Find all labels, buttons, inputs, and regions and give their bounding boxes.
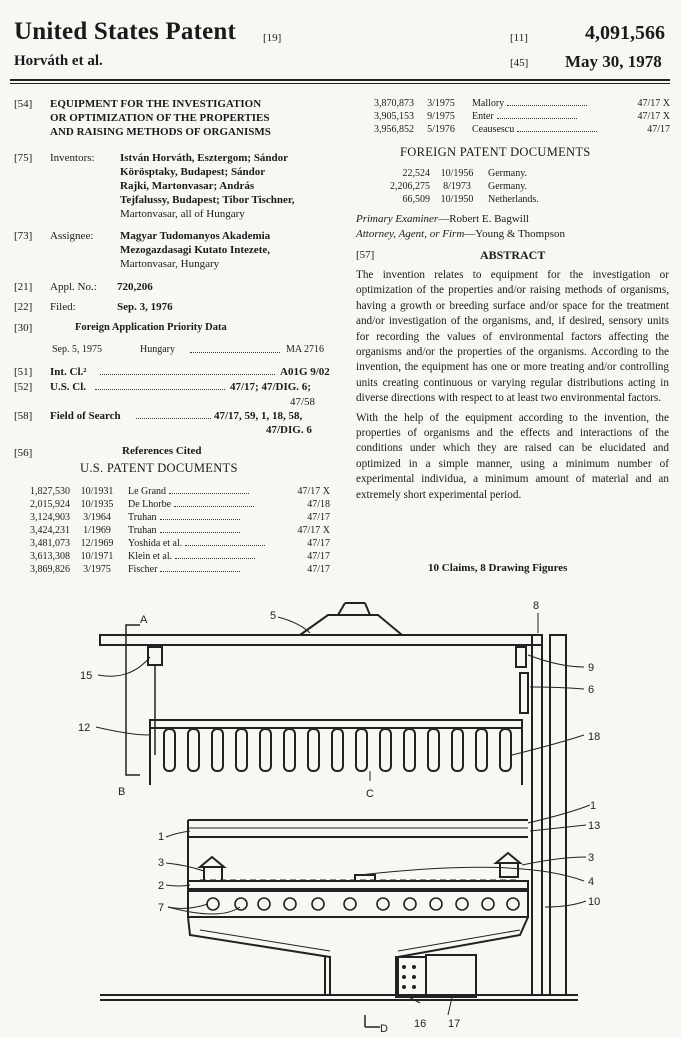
reference-num: 3,905,153 (374, 111, 414, 122)
filed-label: Filed: (50, 301, 76, 313)
title-line: OR OPTIMIZATION OF THE PROPERTIES (50, 112, 270, 124)
reference-date: 9/1975 (427, 111, 455, 122)
label-15: 15 (80, 670, 93, 682)
reference-name: Truhan (128, 512, 157, 523)
label-6: 6 (588, 684, 595, 696)
foreign-country: Germany. (488, 168, 528, 179)
reference-num: 3,124,903 (30, 512, 70, 523)
reference-num: 3,870,873 (374, 98, 414, 109)
priority-country: Hungary (140, 344, 175, 355)
filed-value: Sep. 3, 1976 (117, 301, 173, 313)
label-D: D (380, 1023, 388, 1035)
priority-number: MA 2716 (286, 344, 325, 355)
label-18: 18 (588, 731, 601, 743)
foreign-reference-row (378, 193, 578, 206)
inventors-short: Horváth et al. (14, 53, 103, 69)
title-line: AND RAISING METHODS OF ORGANISMS (50, 126, 271, 138)
leader-dots (136, 418, 211, 419)
abstract-paragraph: The invention relates to equipment for the investigation or optimization of the properties and/or raising methods of organisms, having a growth or breeding surface and/or space for the treatment and/or investigation of the organisms, and, if desired, sensory units for recording the values of environmental factors affecting the organisms and/or the properties of the organisms. According to the invention, the equipment has one or more treating and/or controlling units creating continuous or varying regular distributions acting in diverse directions with respect to at least two environmental factors. (356, 269, 669, 405)
reference-name: De Lhorbe (128, 499, 172, 510)
uscl-value-2: 47/58 (290, 396, 316, 408)
foreign-reference-row (378, 180, 578, 193)
label-1-right: 1 (590, 800, 597, 812)
appl-code: [21] (14, 281, 33, 293)
label-2: 2 (158, 880, 165, 892)
reference-cl: 47/17 (307, 512, 330, 523)
leader-dots (100, 374, 275, 375)
leader-dots (169, 485, 249, 494)
code-45: [45] (510, 57, 529, 69)
leader-dots (160, 524, 240, 533)
examiner-label: Primary Examiner (356, 213, 439, 225)
patent-drawing (0, 595, 681, 1038)
reference-cl: 47/17 (307, 564, 330, 575)
tray-frame-12 (150, 720, 522, 728)
refs-code: [56] (14, 447, 33, 459)
label-C: C (366, 788, 374, 800)
patent-office-title: United States Patent (14, 18, 237, 45)
foreign-date: 10/1956 (440, 168, 474, 179)
leader-dots (517, 123, 597, 132)
reference-cl: 47/17 (307, 538, 330, 549)
examiner-line (356, 212, 529, 226)
label-A: A (140, 614, 148, 626)
title-code: [54] (14, 98, 33, 110)
inventors-list (120, 151, 295, 221)
right-wall-8 (532, 635, 542, 995)
reference-name: Truhan (128, 525, 157, 536)
leader-dots (507, 97, 587, 106)
abstract-code: [57] (356, 249, 375, 261)
reference-cl: 47/17 (307, 551, 330, 562)
search-code: [58] (14, 410, 33, 422)
foreign-docs-heading: FOREIGN PATENT DOCUMENTS (400, 145, 591, 159)
reference-date: 10/1931 (80, 486, 114, 497)
reference-row (22, 524, 330, 537)
code-19: [19] (263, 32, 282, 44)
label-B: B (118, 786, 126, 798)
reference-row (22, 537, 330, 550)
refs-heading: References Cited (122, 445, 202, 457)
reference-cl: 47/17 X (297, 486, 330, 497)
label-13: 13 (588, 820, 601, 832)
reference-name: Le Grand (128, 486, 167, 497)
label-7: 7 (158, 902, 165, 914)
leader-dots (185, 537, 265, 546)
claims-count: 10 Claims, 8 Drawing Figures (428, 562, 568, 574)
leader-dots (160, 511, 240, 520)
uscl-value: 47/17; 47/DIG. 6; (230, 381, 311, 393)
reference-num: 2,015,924 (30, 499, 70, 510)
label-3-left: 3 (158, 857, 165, 869)
abstract-paragraph: With the help of the equipment according to the invention, the properties of organisms and the effects and interactions of the conditions under which they are raised can be elucidated and optimized in a simple manner, using a minimum number of experimental individua, a minimum amount of material and an extremely short experimental period. (356, 411, 669, 501)
inventors-label: Inventors: (50, 152, 95, 164)
search-value: 47/17, 59, 1, 18, 58, (214, 410, 303, 422)
foreign-country: Germany. (488, 181, 528, 192)
reference-date: 1/1969 (83, 525, 111, 536)
leader-dots (190, 352, 280, 353)
search-value-2: 47/DIG. 6 (266, 424, 312, 436)
assignee-label: Assignee: (50, 230, 94, 242)
leader-dots (95, 389, 225, 390)
inventor-line: Tejfalussy, Budapest; Tibor Tischner, (120, 194, 295, 206)
label-8: 8 (533, 600, 540, 612)
label-10: 10 (588, 896, 601, 908)
hood-5 (300, 615, 402, 635)
priority-code: [30] (14, 322, 33, 334)
hood-pipe (338, 603, 345, 615)
reference-name: Klein et al. (128, 551, 173, 562)
reference-cl: 47/18 (307, 499, 330, 510)
hanger-15 (148, 647, 162, 665)
reference-name: Enter (472, 111, 494, 122)
reference-name: Yoshida et al. (128, 538, 183, 549)
reference-cl: 47/17 (647, 124, 670, 135)
label-1-left: 1 (158, 831, 165, 843)
patent-number: 4,091,566 (585, 22, 665, 44)
reference-num: 3,869,826 (30, 564, 70, 575)
reference-num: 3,613,308 (30, 551, 70, 562)
inventors-code: [75] (14, 152, 33, 164)
filed-code: [22] (14, 301, 33, 313)
reference-row (22, 511, 330, 524)
foreign-num: 2,206,275 (390, 181, 430, 192)
assignee-list (120, 229, 270, 271)
label-17: 17 (448, 1018, 461, 1030)
reference-row (22, 563, 330, 576)
header-rule (10, 79, 670, 81)
uscl-label: U.S. Cl. (50, 381, 87, 393)
foreign-num: 66,509 (402, 194, 430, 205)
patent-date: May 30, 1978 (565, 52, 662, 71)
reference-name: Mallory (472, 98, 505, 109)
attorney-name: —Young & Thompson (464, 228, 566, 240)
reference-row (22, 485, 330, 498)
attorney-line (356, 227, 565, 241)
attorney-label: Attorney, Agent, or Firm (356, 228, 465, 240)
label-3-right: 3 (588, 852, 595, 864)
reference-row (366, 110, 670, 123)
assignee-line: Mezogazdasagi Kutato Intezete, (120, 244, 270, 256)
intcl-label: Int. Cl.² (50, 366, 87, 378)
abstract-text (356, 268, 669, 507)
intcl-value: A01G 9/02 (280, 366, 330, 378)
label-16: 16 (414, 1018, 427, 1030)
assignee-line: Magyar Tudomanyos Akademia (120, 230, 271, 242)
us-docs-heading: U.S. PATENT DOCUMENTS (80, 461, 238, 475)
appl-value: 720,206 (117, 281, 153, 293)
reference-num: 1,827,530 (30, 486, 70, 497)
reference-date: 12/1969 (80, 538, 114, 549)
priority-heading: Foreign Application Priority Data (75, 322, 227, 333)
examiner-name: —Robert E. Bagwill (438, 213, 529, 225)
abstract-heading: ABSTRACT (480, 248, 546, 262)
reference-date: 3/1975 (427, 98, 455, 109)
label-5: 5 (270, 610, 277, 622)
leader-dots (174, 498, 254, 507)
appl-label: Appl. No.: (50, 281, 97, 293)
foreign-date: 8/1973 (443, 181, 471, 192)
us-patent-table-cont (366, 97, 670, 136)
inventor-line: Körösptaky, Budapest; Sándor (120, 166, 266, 178)
foreign-num: 22,524 (402, 168, 430, 179)
assignee-line: Martonvasar, Hungary (120, 258, 220, 270)
reference-row (366, 97, 670, 110)
label-9: 9 (588, 662, 595, 674)
reference-date: 3/1975 (83, 564, 111, 575)
reference-num: 3,424,231 (30, 525, 70, 536)
reference-date: 10/1971 (80, 551, 114, 562)
label-4: 4 (588, 876, 595, 888)
search-label: Field of Search (50, 410, 121, 422)
reference-date: 3/1964 (83, 512, 111, 523)
title-line: EQUIPMENT FOR THE INVESTIGATION (50, 98, 262, 110)
leader-dots (175, 550, 255, 559)
reference-num: 3,956,852 (374, 124, 414, 135)
bulb-row-18 (164, 729, 511, 771)
priority-date: Sep. 5, 1975 (52, 344, 102, 355)
leader-dots (497, 110, 577, 119)
box-16-dots (402, 965, 416, 989)
growth-plate-2 (188, 881, 528, 889)
inventor-line: Rajki, Martonvasar; András (120, 180, 255, 192)
invention-title (50, 97, 271, 139)
label-12: 12 (78, 722, 91, 734)
reference-cl: 47/17 X (637, 111, 670, 122)
top-plate (100, 635, 542, 645)
foreign-date: 10/1950 (440, 194, 474, 205)
reference-date: 5/1976 (427, 124, 455, 135)
reference-name: Fischer (128, 564, 158, 575)
uscl-code: [52] (14, 381, 33, 393)
reference-num: 3,481,073 (30, 538, 70, 549)
code-11: [11] (510, 32, 528, 44)
foreign-reference-row (378, 167, 578, 180)
foreign-patent-table (378, 167, 578, 206)
inventor-line: István Horváth, Esztergom; Sándor (120, 152, 289, 164)
reference-row (22, 498, 330, 511)
reference-cl: 47/17 X (297, 525, 330, 536)
header-rule-thin (10, 83, 670, 84)
assignee-code: [73] (14, 230, 33, 242)
reference-row (366, 123, 670, 136)
inventor-line: Martonvasar, all of Hungary (120, 208, 245, 220)
reference-row (22, 550, 330, 563)
intcl-code: [51] (14, 366, 33, 378)
reference-date: 10/1935 (80, 499, 114, 510)
us-patent-table (22, 485, 330, 576)
foreign-country: Netherlands. (488, 194, 539, 205)
leader-dots (160, 563, 240, 572)
reference-name: Ceausescu (472, 124, 515, 135)
reference-cl: 47/17 X (637, 98, 670, 109)
hole-row-7 (207, 898, 519, 910)
